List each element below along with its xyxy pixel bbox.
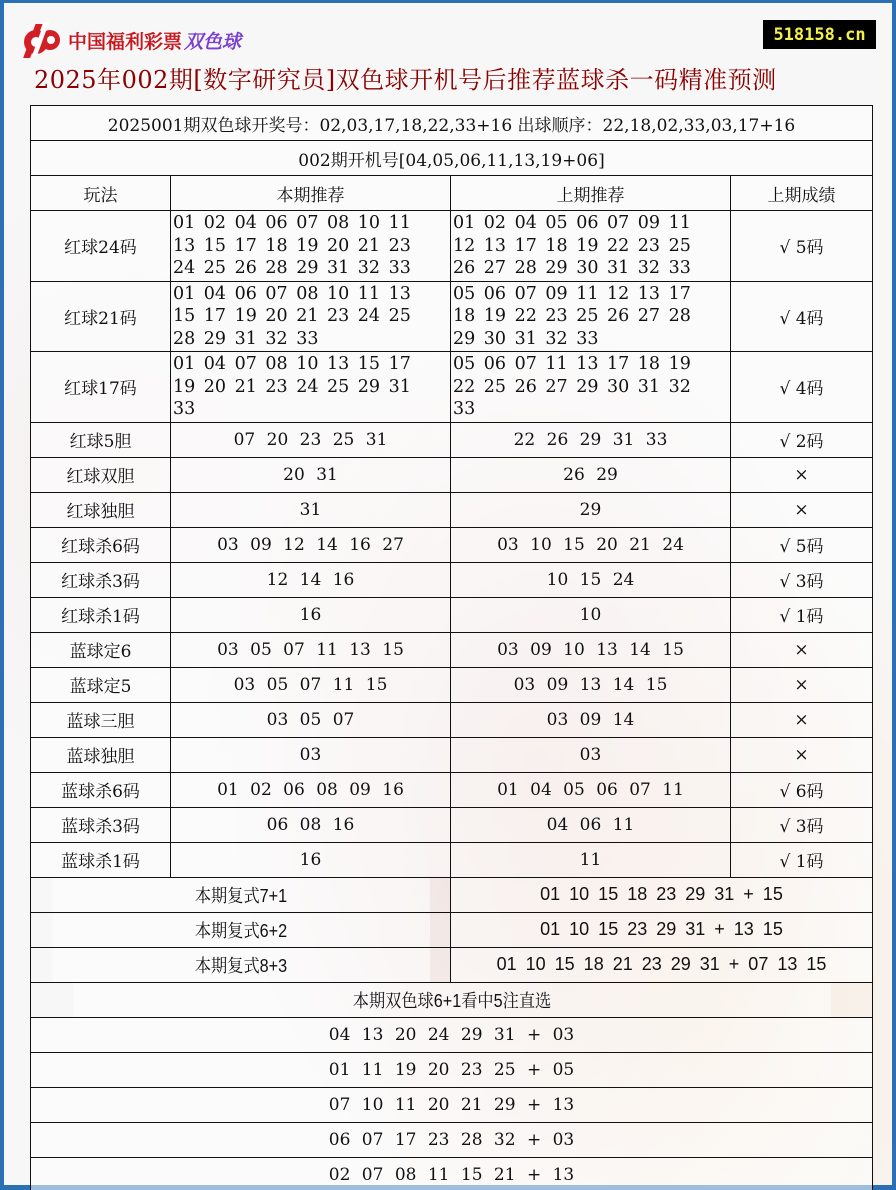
row-previous-numbers: 03 bbox=[451, 737, 731, 772]
ball-number: 29 bbox=[203, 328, 227, 349]
ball-number: 32 bbox=[545, 328, 568, 349]
ball-number: 27 bbox=[483, 258, 507, 278]
ball-number: 23 bbox=[637, 235, 661, 256]
row-previous-numbers bbox=[451, 211, 731, 282]
row-previous-numbers: 10 bbox=[451, 597, 731, 632]
row-previous-numbers: 22 26 29 31 33 bbox=[451, 422, 731, 457]
pick-numbers: 02 07 08 11 15 21 + 13 bbox=[31, 1157, 873, 1190]
ball-number: 01 bbox=[173, 354, 196, 374]
ball-number: 25 bbox=[388, 306, 411, 326]
table-row bbox=[31, 807, 873, 842]
table-header-row bbox=[31, 176, 873, 211]
ball-number: 29 bbox=[576, 376, 599, 397]
picks-title: 本期双色球6+1看中5注直选 bbox=[73, 982, 831, 1017]
ball-number: 06 bbox=[483, 283, 507, 304]
row-previous-numbers: 01 04 05 06 07 11 bbox=[451, 772, 731, 807]
ball-number: 25 bbox=[483, 376, 507, 397]
fushi-label: 本期复式6+2 bbox=[52, 912, 430, 947]
ball-number: 02 bbox=[483, 213, 507, 233]
ball-number: 19 bbox=[296, 235, 319, 256]
row-label: 红球21码 bbox=[31, 281, 171, 352]
ball-number: 19 bbox=[576, 235, 599, 256]
row-result: √ 5码 bbox=[731, 527, 873, 562]
ball-number: 09 bbox=[637, 213, 661, 233]
ball-number: 04 bbox=[514, 213, 537, 233]
ball-number: 28 bbox=[514, 258, 537, 278]
ball-number: 29 bbox=[296, 258, 319, 278]
ball-number: 13 bbox=[637, 283, 661, 304]
ball-number: 17 bbox=[514, 235, 537, 256]
row-result: √ 5码 bbox=[731, 211, 873, 282]
ball-number: 30 bbox=[483, 328, 507, 349]
row-result: × bbox=[731, 492, 873, 527]
ball-number: 24 bbox=[357, 306, 381, 326]
ball-number: 19 bbox=[173, 376, 196, 397]
ball-number: 19 bbox=[668, 354, 691, 374]
ball-number: 06 bbox=[265, 213, 288, 233]
table-row bbox=[31, 457, 873, 492]
row-label: 红球杀6码 bbox=[31, 527, 171, 562]
row-result: × bbox=[731, 702, 873, 737]
table-row bbox=[31, 352, 873, 423]
row-label: 红球5胆 bbox=[31, 422, 171, 457]
ball-number: 13 bbox=[388, 283, 411, 304]
ball-number: 25 bbox=[203, 258, 227, 278]
site-badge[interactable]: 518158.cn bbox=[763, 20, 876, 49]
ball-number: 29 bbox=[453, 328, 476, 349]
row-previous-numbers: 04 06 11 bbox=[451, 807, 731, 842]
ball-number: 24 bbox=[296, 376, 319, 397]
ball-number: 28 bbox=[265, 258, 288, 278]
fushi-row bbox=[31, 947, 873, 982]
row-previous-numbers: 03 09 10 13 14 15 bbox=[451, 632, 731, 667]
ball-number: 22 bbox=[453, 376, 476, 397]
fushi-numbers: 01 10 15 18 23 29 31 + 15 bbox=[451, 877, 873, 912]
ball-number: 26 bbox=[453, 258, 476, 278]
ball-number: 15 bbox=[173, 306, 196, 326]
ball-number: 07 bbox=[606, 213, 630, 233]
table-row bbox=[31, 422, 873, 457]
ball-number: 26 bbox=[234, 258, 257, 278]
row-label: 红球双胆 bbox=[31, 457, 171, 492]
last-draw-info: 2025001期双色球开奖号：02,03,17,18,22,33+16 出球顺序：22,18,02,33,03,17+16 bbox=[31, 106, 873, 141]
pick-row bbox=[31, 1087, 873, 1122]
ball-number: 17 bbox=[606, 354, 630, 374]
ball-number: 10 bbox=[326, 283, 350, 304]
ball-number: 06 bbox=[576, 213, 599, 233]
ball-number: 09 bbox=[545, 283, 568, 304]
row-current-numbers: 31 bbox=[171, 492, 451, 527]
ball-number: 17 bbox=[203, 306, 227, 326]
row-current-numbers bbox=[171, 352, 451, 423]
ball-number: 19 bbox=[483, 306, 507, 326]
ball-number: 11 bbox=[576, 283, 599, 304]
row-previous-numbers: 29 bbox=[451, 492, 731, 527]
ball-number: 22 bbox=[514, 306, 537, 326]
ball-number: 20 bbox=[203, 376, 227, 397]
ball-number: 26 bbox=[606, 306, 630, 326]
ball-number: 08 bbox=[326, 213, 350, 233]
test-numbers-info: 002期开机号[04,05,06,11,13,19+06] bbox=[31, 141, 873, 176]
row-current-numbers: 03 05 07 11 13 15 bbox=[171, 632, 451, 667]
cwl-logo-icon bbox=[20, 20, 64, 60]
row-current-numbers bbox=[171, 281, 451, 352]
row-current-numbers bbox=[171, 211, 451, 282]
table-row bbox=[31, 737, 873, 772]
ball-number: 33 bbox=[388, 258, 411, 278]
ball-number: 11 bbox=[545, 354, 568, 374]
fushi-row bbox=[31, 912, 873, 947]
ball-number: 32 bbox=[357, 258, 381, 278]
ball-number: 29 bbox=[357, 376, 381, 397]
row-current-numbers: 03 bbox=[171, 737, 451, 772]
logo-text: 中国福利彩票 bbox=[68, 30, 183, 53]
ball-number: 21 bbox=[296, 306, 319, 326]
ball-number: 21 bbox=[357, 235, 381, 256]
fushi-numbers: 01 10 15 23 29 31 + 13 15 bbox=[451, 912, 873, 947]
pick-row bbox=[31, 1122, 873, 1157]
row-label: 红球杀1码 bbox=[31, 597, 171, 632]
ball-number: 31 bbox=[514, 328, 537, 349]
table-row bbox=[31, 562, 873, 597]
ball-number: 10 bbox=[357, 213, 381, 233]
ball-number: 27 bbox=[637, 306, 661, 326]
row-previous-numbers bbox=[451, 352, 731, 423]
table-row bbox=[31, 597, 873, 632]
ball-number: 13 bbox=[576, 354, 599, 374]
ball-number: 11 bbox=[668, 213, 691, 233]
ball-number: 06 bbox=[483, 354, 507, 374]
logo-game-name: 双色球 bbox=[184, 30, 242, 53]
pick-row bbox=[31, 1052, 873, 1087]
ball-number: 19 bbox=[234, 306, 257, 326]
row-current-numbers: 16 bbox=[171, 842, 451, 877]
ball-number: 15 bbox=[203, 235, 227, 256]
row-previous-numbers: 10 15 24 bbox=[451, 562, 731, 597]
ball-number: 02 bbox=[203, 213, 227, 233]
ball-number: 13 bbox=[483, 235, 507, 256]
row-current-numbers: 03 05 07 11 15 bbox=[171, 667, 451, 702]
row-label: 蓝球独胆 bbox=[31, 737, 171, 772]
ball-number: 04 bbox=[203, 283, 227, 304]
ball-number: 11 bbox=[357, 283, 381, 304]
table-row bbox=[31, 772, 873, 807]
row-result: √ 4码 bbox=[731, 352, 873, 423]
table-row bbox=[31, 667, 873, 702]
row-current-numbers: 12 14 16 bbox=[171, 562, 451, 597]
row-result: √ 4码 bbox=[731, 281, 873, 352]
ball-number: 01 bbox=[173, 213, 196, 233]
row-label: 红球独胆 bbox=[31, 492, 171, 527]
pick-numbers: 07 10 11 20 21 29 + 13 bbox=[31, 1087, 873, 1122]
ball-number: 32 bbox=[637, 258, 661, 278]
ball-number: 23 bbox=[545, 306, 568, 326]
ball-number: 21 bbox=[234, 376, 257, 397]
table-row bbox=[31, 842, 873, 877]
table-row bbox=[31, 632, 873, 667]
ball-number: 07 bbox=[514, 354, 537, 374]
picks-title-row bbox=[31, 982, 873, 1017]
fushi-numbers: 01 10 15 18 21 23 29 31 + 07 13 15 bbox=[451, 947, 873, 982]
ball-number: 04 bbox=[203, 354, 227, 374]
ball-number: 07 bbox=[296, 213, 319, 233]
ball-number: 32 bbox=[265, 328, 288, 349]
table-row bbox=[31, 527, 873, 562]
row-label: 蓝球定5 bbox=[31, 667, 171, 702]
fushi-label: 本期复式7+1 bbox=[52, 877, 430, 912]
row-result: √ 3码 bbox=[731, 562, 873, 597]
ball-number: 12 bbox=[606, 283, 630, 304]
row-label: 红球17码 bbox=[31, 352, 171, 423]
ball-number: 31 bbox=[606, 258, 630, 278]
row-label: 蓝球杀1码 bbox=[31, 842, 171, 877]
ball-number: 05 bbox=[453, 354, 476, 374]
ball-number: 08 bbox=[265, 354, 288, 374]
row-label: 红球24码 bbox=[31, 211, 171, 282]
ball-number: 20 bbox=[326, 235, 350, 256]
pick-row bbox=[31, 1157, 873, 1190]
pick-numbers: 04 13 20 24 29 31 + 03 bbox=[31, 1017, 873, 1052]
ball-number: 23 bbox=[388, 235, 411, 256]
row-result: √ 1码 bbox=[731, 597, 873, 632]
ball-number: 18 bbox=[545, 235, 568, 256]
ball-number: 12 bbox=[453, 235, 476, 256]
ball-number: 31 bbox=[637, 376, 661, 397]
ball-number: 33 bbox=[453, 399, 476, 419]
ball-number: 31 bbox=[234, 328, 257, 349]
row-previous-numbers bbox=[451, 281, 731, 352]
row-current-numbers: 01 02 06 08 09 16 bbox=[171, 772, 451, 807]
ball-number: 15 bbox=[357, 354, 381, 374]
ball-number: 17 bbox=[388, 354, 411, 374]
row-current-numbers: 16 bbox=[171, 597, 451, 632]
table-row bbox=[31, 492, 873, 527]
row-previous-numbers: 03 10 15 20 21 24 bbox=[451, 527, 731, 562]
ball-number: 31 bbox=[326, 258, 350, 278]
row-label: 蓝球杀3码 bbox=[31, 807, 171, 842]
page-title: 2025年002期[数字研究员]双色球开机号后推荐蓝球杀一码精准预测 bbox=[34, 66, 777, 94]
row-result: √ 1码 bbox=[731, 842, 873, 877]
ball-number: 33 bbox=[576, 328, 599, 349]
header-play-type: 玩法 bbox=[31, 176, 171, 211]
row-current-numbers: 03 09 12 14 16 27 bbox=[171, 527, 451, 562]
ball-number: 04 bbox=[234, 213, 257, 233]
ball-number: 06 bbox=[234, 283, 257, 304]
row-label: 蓝球杀6码 bbox=[31, 772, 171, 807]
prediction-table bbox=[30, 105, 873, 1190]
row-result: × bbox=[731, 667, 873, 702]
row-current-numbers: 07 20 23 25 31 bbox=[171, 422, 451, 457]
ball-number: 18 bbox=[265, 235, 288, 256]
ball-number: 31 bbox=[388, 376, 411, 397]
row-previous-numbers: 03 09 13 14 15 bbox=[451, 667, 731, 702]
ball-number: 24 bbox=[173, 258, 196, 278]
ball-number: 26 bbox=[514, 376, 537, 397]
ball-number: 30 bbox=[576, 258, 599, 278]
ball-number: 33 bbox=[173, 399, 196, 419]
row-result: √ 6码 bbox=[731, 772, 873, 807]
ball-number: 17 bbox=[668, 283, 691, 304]
fushi-row bbox=[31, 877, 873, 912]
ball-number: 05 bbox=[453, 283, 476, 304]
ball-number: 11 bbox=[388, 213, 411, 233]
row-result: × bbox=[731, 632, 873, 667]
row-label: 蓝球定6 bbox=[31, 632, 171, 667]
row-previous-numbers: 26 29 bbox=[451, 457, 731, 492]
ball-number: 05 bbox=[545, 213, 568, 233]
ball-number: 08 bbox=[296, 283, 319, 304]
ball-number: 25 bbox=[326, 376, 350, 397]
ball-number: 25 bbox=[668, 235, 691, 256]
row-current-numbers: 20 31 bbox=[171, 457, 451, 492]
cwl-logo bbox=[20, 20, 241, 60]
ball-number: 22 bbox=[606, 235, 630, 256]
ball-number: 25 bbox=[576, 306, 599, 326]
ball-number: 18 bbox=[453, 306, 476, 326]
ball-number: 33 bbox=[668, 258, 691, 278]
row-current-numbers: 06 08 16 bbox=[171, 807, 451, 842]
ball-number: 30 bbox=[606, 376, 630, 397]
fushi-label: 本期复式8+3 bbox=[52, 947, 430, 982]
ball-number: 28 bbox=[173, 328, 196, 349]
row-label: 蓝球三胆 bbox=[31, 702, 171, 737]
row-result: √ 2码 bbox=[731, 422, 873, 457]
row-label: 红球杀3码 bbox=[31, 562, 171, 597]
pick-row bbox=[31, 1017, 873, 1052]
ball-number: 07 bbox=[234, 354, 257, 374]
ball-number: 07 bbox=[265, 283, 288, 304]
header-previous: 上期推荐 bbox=[451, 176, 731, 211]
row-previous-numbers: 11 bbox=[451, 842, 731, 877]
header-current: 本期推荐 bbox=[171, 176, 451, 211]
ball-number: 10 bbox=[296, 354, 319, 374]
row-result: × bbox=[731, 457, 873, 492]
ball-number: 28 bbox=[668, 306, 691, 326]
ball-number: 23 bbox=[326, 306, 350, 326]
ball-number: 27 bbox=[545, 376, 568, 397]
table-row bbox=[31, 281, 873, 352]
table-row bbox=[31, 211, 873, 282]
ball-number: 20 bbox=[265, 306, 288, 326]
ball-number: 01 bbox=[453, 213, 476, 233]
ball-number: 01 bbox=[173, 283, 196, 304]
ball-number: 18 bbox=[637, 354, 661, 374]
header-result: 上期成绩 bbox=[731, 176, 873, 211]
ball-number: 13 bbox=[173, 235, 196, 256]
row-previous-numbers: 03 09 14 bbox=[451, 702, 731, 737]
ball-number: 32 bbox=[668, 376, 691, 397]
pick-numbers: 01 11 19 20 23 25 + 05 bbox=[31, 1052, 873, 1087]
ball-number: 13 bbox=[326, 354, 350, 374]
ball-number: 33 bbox=[296, 328, 319, 349]
ball-number: 23 bbox=[265, 376, 288, 397]
ball-number: 17 bbox=[234, 235, 257, 256]
row-current-numbers: 03 05 07 bbox=[171, 702, 451, 737]
table-row bbox=[31, 702, 873, 737]
row-result: × bbox=[731, 737, 873, 772]
pick-numbers: 06 07 17 23 28 32 + 03 bbox=[31, 1122, 873, 1157]
ball-number: 29 bbox=[545, 258, 568, 278]
row-result: √ 3码 bbox=[731, 807, 873, 842]
ball-number: 07 bbox=[514, 283, 537, 304]
